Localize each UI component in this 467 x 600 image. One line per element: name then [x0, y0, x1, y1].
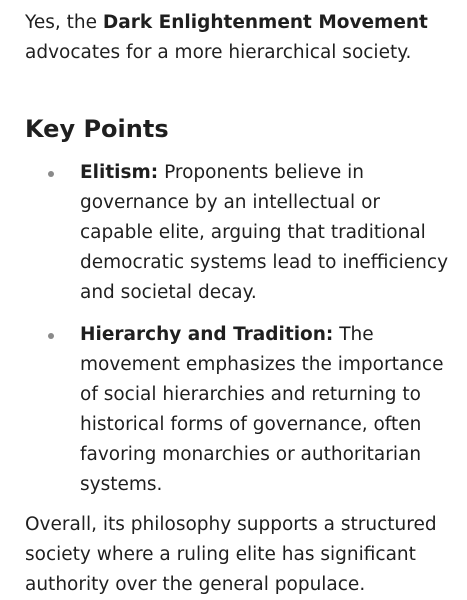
list-item-title: Hierarchy and Tradition:	[80, 324, 334, 345]
intro-prefix: Yes, the	[25, 12, 103, 33]
key-points-list	[25, 158, 453, 500]
list-item-text: Proponents believe in governance by an intellectual or capable elite, arguing that traditional democratic systems lead to inefficiency and societal decay.	[80, 162, 449, 303]
list-item	[25, 158, 453, 308]
intro-suffix: advocates for a more hierarchical society.	[25, 42, 412, 63]
list-item	[25, 320, 453, 500]
section-heading: Key Points	[25, 115, 169, 143]
intro-bold-term: Dark Enlightenment Movement	[102, 12, 428, 33]
intro-paragraph	[25, 0, 445, 68]
list-item-title: Elitism:	[80, 162, 159, 183]
bullet-icon	[48, 333, 54, 339]
bullet-icon	[48, 171, 54, 177]
list-item-text: The movement emphasizes the importance of social hierarchies and returning to historical forms of governance, often favoring monarchies or authoritarian systems.	[80, 324, 444, 495]
outro-paragraph: Overall, its philosophy supports a structured society where a ruling elite has significant authority over the general populace.	[25, 514, 437, 595]
